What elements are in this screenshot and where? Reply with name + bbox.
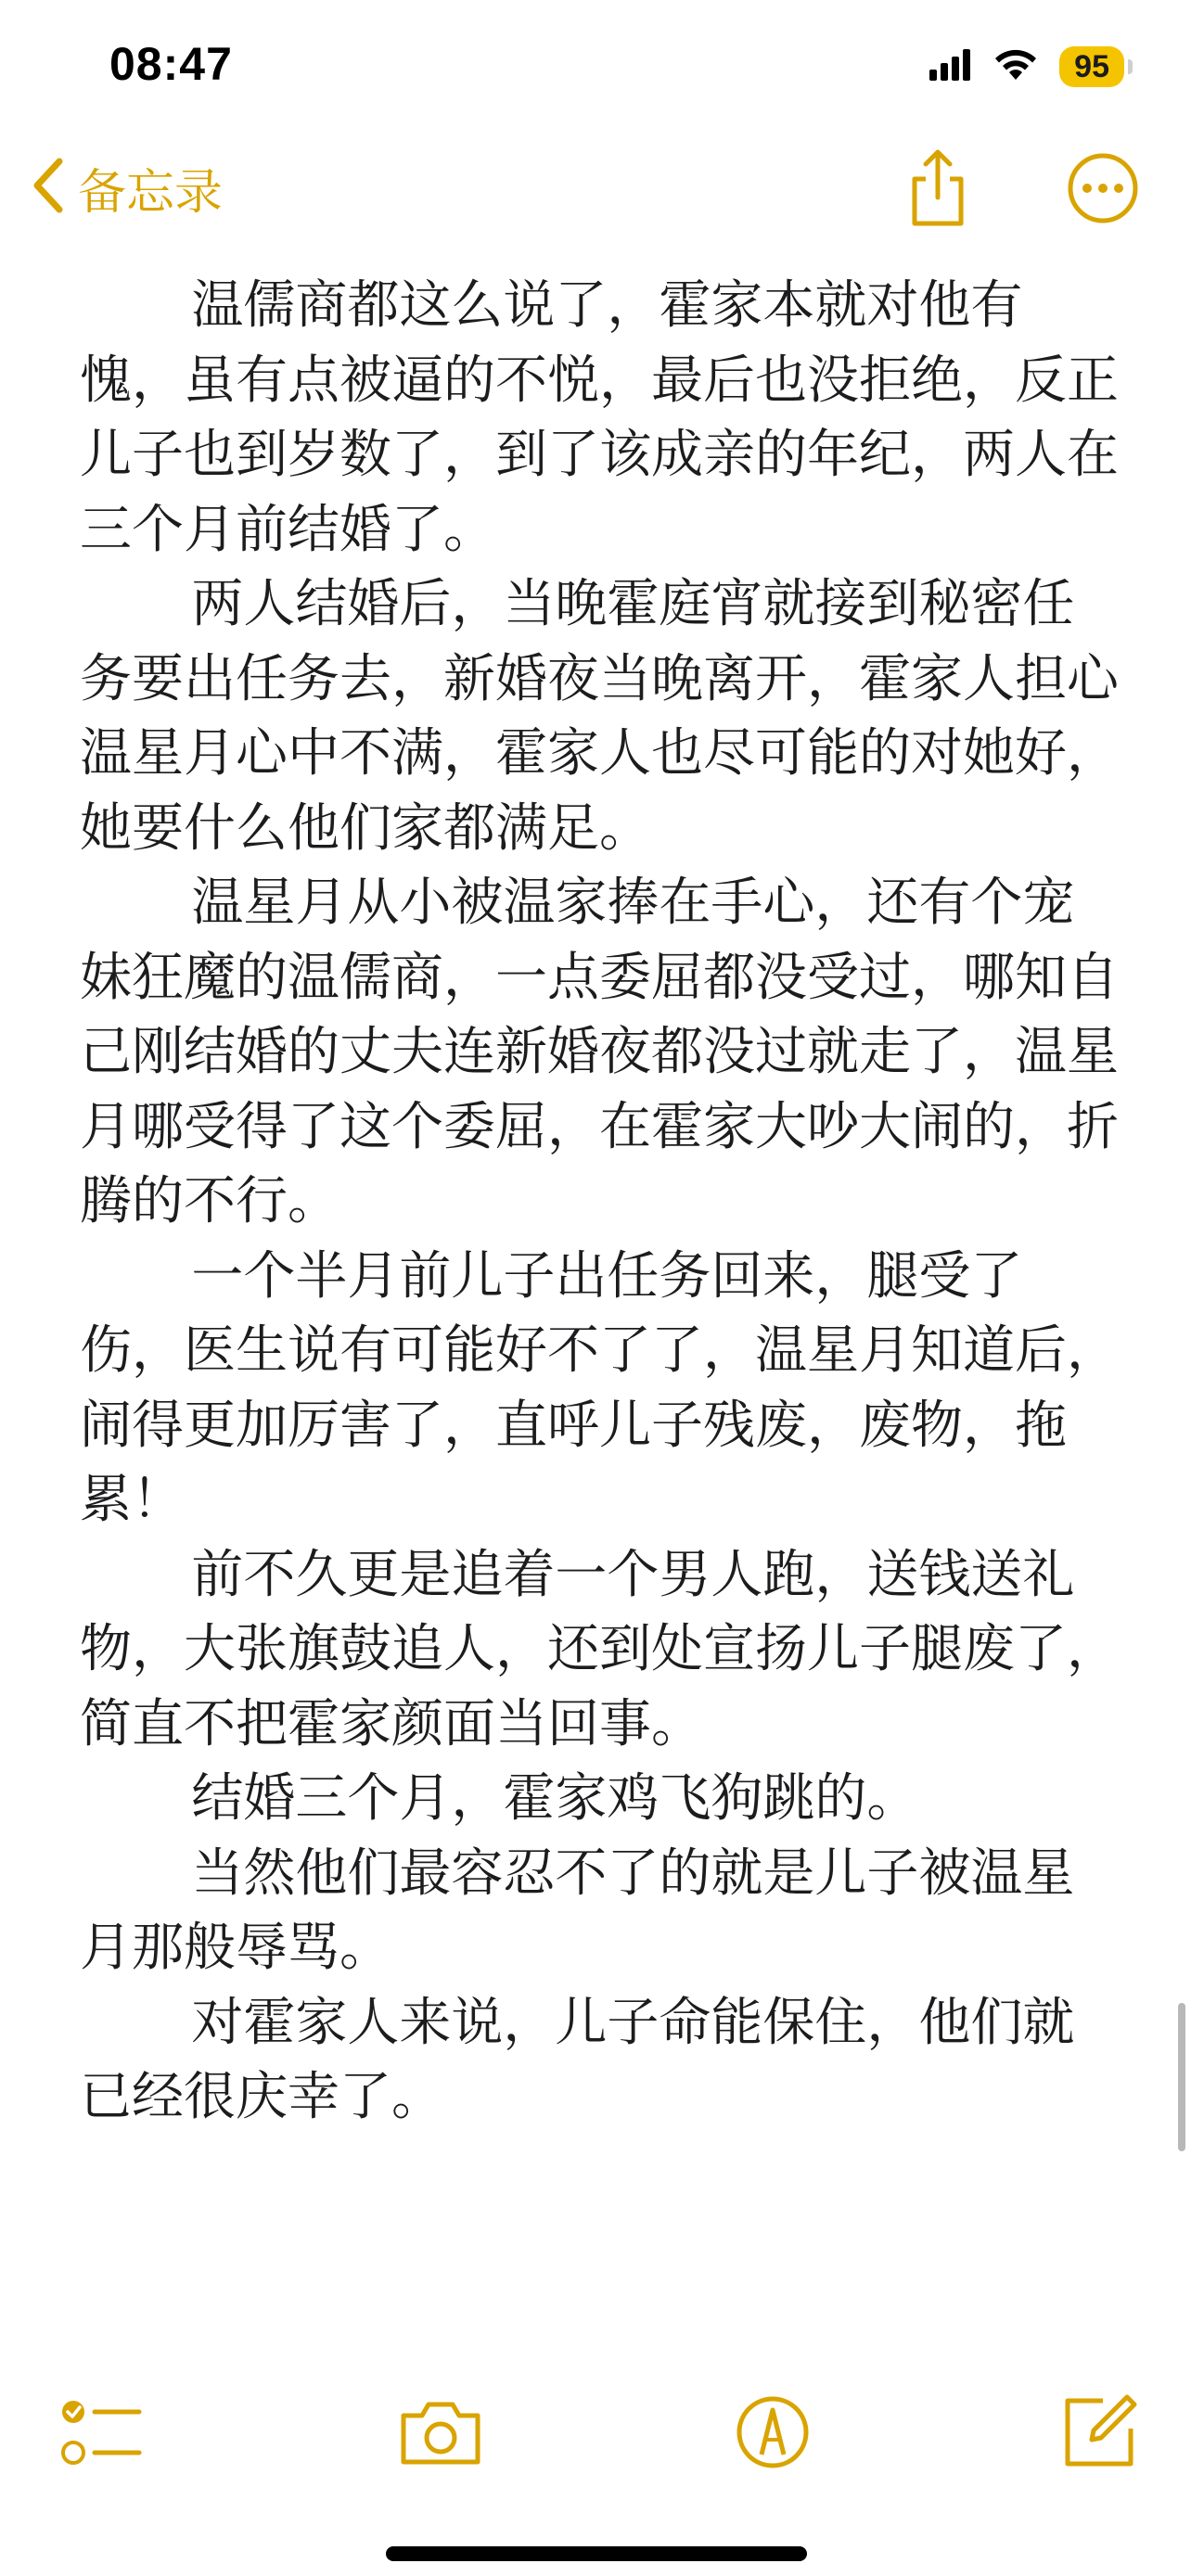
note-paragraph: 当然他们最容忍不了的就是儿子被温星月那般辱骂。 xyxy=(80,1843,1075,1978)
battery-level: 95 xyxy=(1074,48,1109,84)
cellular-signal-icon xyxy=(929,49,972,84)
more-button[interactable] xyxy=(1061,148,1145,232)
more-options-icon xyxy=(1066,151,1140,229)
battery-indicator xyxy=(1059,46,1124,87)
checklist-button[interactable] xyxy=(50,2383,152,2485)
camera-button[interactable] xyxy=(390,2383,492,2485)
back-button[interactable] xyxy=(32,150,223,224)
status-icons xyxy=(929,41,1124,93)
bottom-toolbar xyxy=(0,2374,1191,2494)
markup-pen-icon xyxy=(734,2393,812,2475)
back-label: 备忘录 xyxy=(78,164,224,221)
status-time: 08:47 xyxy=(109,38,233,90)
note-paragraph: 前不久更是追着一个男人跑，送钱送礼物，大张旗鼓追人，还到处宣扬儿子腿废了，简直不把霍家颜面当回事。 xyxy=(80,1544,1119,1754)
note-paragraph: 对霍家人来说，儿子命能保住，他们就已经很庆幸了。 xyxy=(80,1992,1075,2127)
checklist-icon xyxy=(59,2395,143,2473)
note-paragraph: 温儒商都这么说了，霍家本就对他有愧，虽有点被逼的不悦，最后也没拒绝，反正儿子也到岁数了，到了该成亲的年纪，两人在三个月前结婚了。 xyxy=(80,275,1119,560)
markup-button[interactable] xyxy=(722,2383,824,2485)
note-paragraph: 结婚三个月，霍家鸡飞狗跳的。 xyxy=(191,1768,919,1829)
nav-bar xyxy=(0,130,1191,250)
note-paragraph: 一个半月前儿子出任务回来，腿受了伤，医生说有可能好不了了，温星月知道后，闹得更加厉害了，直呼儿子残废，废物，拖累！ xyxy=(80,1245,1119,1530)
compose-icon xyxy=(1060,2393,1138,2475)
share-icon xyxy=(905,149,970,231)
scroll-indicator[interactable] xyxy=(1178,2003,1185,2151)
note-paragraph: 两人结婚后，当晚霍庭宵就接到秘密任务要出任务去，新婚夜当晚离开，霍家人担心温星月心中不满，霍家人也尽可能的对她好，她要什么他们家都满足。 xyxy=(80,574,1119,859)
compose-button[interactable] xyxy=(1048,2383,1150,2485)
share-button[interactable] xyxy=(896,148,980,232)
note-paragraph: 温星月从小被温家捧在手心，还有个宠妹狂魔的温儒商，一点委屈都没受过，哪知自己刚结婚的丈夫连新婚夜都没过就走了，温星月哪受得了这个委屈，在霍家大吵大闹的，折腾的不行。 xyxy=(80,873,1119,1231)
chevron-left-icon xyxy=(32,156,65,219)
home-indicator[interactable] xyxy=(386,2546,807,2561)
wifi-icon xyxy=(992,48,1039,85)
status-bar xyxy=(0,0,1191,130)
note-body[interactable] xyxy=(80,269,1119,2136)
camera-icon xyxy=(398,2397,483,2471)
